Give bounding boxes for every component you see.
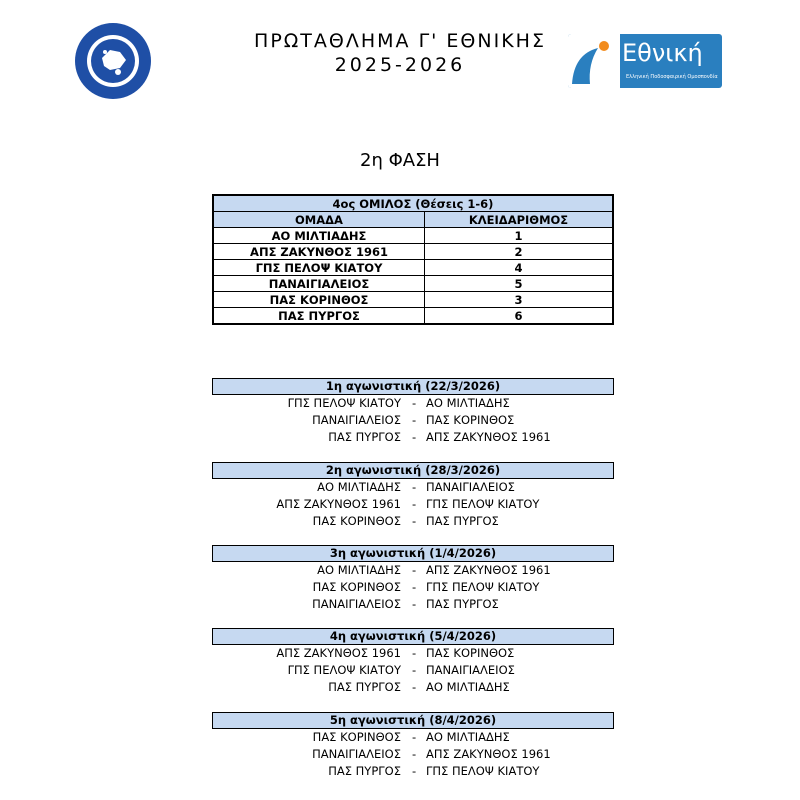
home-team: ΓΠΣ ΠΕΛΟΨ ΚΙΑΤΟΥ <box>287 396 401 410</box>
group-title: 4ος ΟΜΙΛΟΣ (Θέσεις 1-6) <box>213 195 613 212</box>
match-separator: - <box>412 514 417 528</box>
away-team: ΑΠΣ ΖΑΚΥΝΘΟΣ 1961 <box>426 563 551 577</box>
round-5 <box>212 712 614 780</box>
away-team: ΠΑΝΑΙΓΙΑΛΕΙΟΣ <box>426 480 515 494</box>
home-team: ΠΑΝΑΙΓΙΑΛΕΙΟΣ <box>312 413 401 427</box>
match-row <box>212 479 614 496</box>
away-team: ΓΠΣ ΠΕΛΟΨ ΚΙΑΤΟΥ <box>426 497 540 511</box>
round-title: 3η αγωνιστική (1/4/2026) <box>212 545 614 562</box>
match-separator: - <box>412 646 417 660</box>
team-column-header: ΟΜΑΔΑ <box>213 212 425 228</box>
home-team: ΑΟ ΜΙΛΤΙΑΔΗΣ <box>317 480 401 494</box>
table-row: ΑΟ ΜΙΛΤΙΑΔΗΣ 1 <box>213 228 613 244</box>
away-team: ΑΟ ΜΙΛΤΙΑΔΗΣ <box>426 730 510 744</box>
home-team: ΠΑΣ ΚΟΡΙΝΘΟΣ <box>312 730 401 744</box>
round-title: 5η αγωνιστική (8/4/2026) <box>212 712 614 729</box>
phase-title: 2η ΦΑΣΗ <box>360 150 440 171</box>
home-team: ΠΑΣ ΚΟΡΙΝΘΟΣ <box>312 580 401 594</box>
away-team: ΓΠΣ ΠΕΛΟΨ ΚΙΑΤΟΥ <box>426 580 540 594</box>
ethniki-logo: Εθνική Ελληνική Ποδοσφαιρική Ομοσπονδία <box>568 34 722 88</box>
away-team: ΑΟ ΜΙΛΤΙΑΔΗΣ <box>426 396 510 410</box>
match-row <box>212 596 614 613</box>
away-team: ΠΑΣ ΚΟΡΙΝΘΟΣ <box>426 413 515 427</box>
match-separator: - <box>412 730 417 744</box>
match-separator: - <box>412 680 417 694</box>
group-table <box>212 194 614 325</box>
round-title: 4η αγωνιστική (5/4/2026) <box>212 628 614 645</box>
match-row <box>212 412 614 429</box>
away-team: ΑΟ ΜΙΛΤΙΑΔΗΣ <box>426 680 510 694</box>
table-row: ΠΑΣ ΚΟΡΙΝΘΟΣ 3 <box>213 292 613 308</box>
match-row <box>212 496 614 513</box>
home-team: ΑΠΣ ΖΑΚΥΝΘΟΣ 1961 <box>276 497 401 511</box>
match-row <box>212 562 614 579</box>
away-team: ΠΑΝΑΙΓΙΑΛΕΙΟΣ <box>426 663 515 677</box>
home-team: ΠΑΝΑΙΓΙΑΛΕΙΟΣ <box>312 747 401 761</box>
round-title: 1η αγωνιστική (22/3/2026) <box>212 378 614 395</box>
championship-title: ΠΡΩΤΑΘΛΗΜΑ Γ' ΕΘΝΙΚΗΣ <box>254 30 546 52</box>
away-team: ΠΑΣ ΠΥΡΓΟΣ <box>426 597 499 611</box>
match-separator: - <box>412 663 417 677</box>
match-row <box>212 429 614 446</box>
round-4 <box>212 628 614 696</box>
match-separator: - <box>412 597 417 611</box>
table-row: ΓΠΣ ΠΕΛΟΨ ΚΙΑΤΟΥ 4 <box>213 260 613 276</box>
table-row: ΠΑΝΑΙΓΙΑΛΕΙΟΣ 5 <box>213 276 613 292</box>
match-row <box>212 395 614 412</box>
match-separator: - <box>412 396 417 410</box>
match-separator: - <box>412 430 417 444</box>
match-row <box>212 579 614 596</box>
key-column-header: ΚΛΕΙΔΑΡΙΘΜΟΣ <box>425 212 614 228</box>
match-separator: - <box>412 563 417 577</box>
home-team: ΑΟ ΜΙΛΤΙΑΔΗΣ <box>317 563 401 577</box>
match-row <box>212 729 614 746</box>
home-team: ΠΑΣ ΚΟΡΙΝΘΟΣ <box>312 514 401 528</box>
match-separator: - <box>412 413 417 427</box>
home-team: ΑΠΣ ΖΑΚΥΝΘΟΣ 1961 <box>276 646 401 660</box>
match-row <box>212 513 614 530</box>
away-team: ΠΑΣ ΠΥΡΓΟΣ <box>426 514 499 528</box>
federation-logo <box>74 22 152 100</box>
home-team: ΠΑΣ ΠΥΡΓΟΣ <box>328 430 401 444</box>
away-team: ΑΠΣ ΖΑΚΥΝΘΟΣ 1961 <box>426 747 551 761</box>
round-title: 2η αγωνιστική (28/3/2026) <box>212 462 614 479</box>
home-team: ΠΑΣ ΠΥΡΓΟΣ <box>328 764 401 778</box>
away-team: ΑΠΣ ΖΑΚΥΝΘΟΣ 1961 <box>426 430 551 444</box>
round-2 <box>212 462 614 530</box>
match-row <box>212 662 614 679</box>
table-row: ΠΑΣ ΠΥΡΓΟΣ 6 <box>213 308 613 325</box>
round-1 <box>212 378 614 446</box>
round-3 <box>212 545 614 613</box>
home-team: ΠΑΝΑΙΓΙΑΛΕΙΟΣ <box>312 597 401 611</box>
match-separator: - <box>412 480 417 494</box>
away-team: ΠΑΣ ΚΟΡΙΝΘΟΣ <box>426 646 515 660</box>
match-row <box>212 746 614 763</box>
match-separator: - <box>412 580 417 594</box>
table-row: ΑΠΣ ΖΑΚΥΝΘΟΣ 1961 2 <box>213 244 613 260</box>
match-separator: - <box>412 764 417 778</box>
match-row <box>212 679 614 696</box>
match-separator: - <box>412 497 417 511</box>
home-team: ΠΑΣ ΠΥΡΓΟΣ <box>328 680 401 694</box>
away-team: ΓΠΣ ΠΕΛΟΨ ΚΙΑΤΟΥ <box>426 764 540 778</box>
season-title: 2025-2026 <box>334 54 466 76</box>
match-row <box>212 763 614 780</box>
home-team: ΓΠΣ ΠΕΛΟΨ ΚΙΑΤΟΥ <box>287 663 401 677</box>
match-row <box>212 645 614 662</box>
match-separator: - <box>412 747 417 761</box>
